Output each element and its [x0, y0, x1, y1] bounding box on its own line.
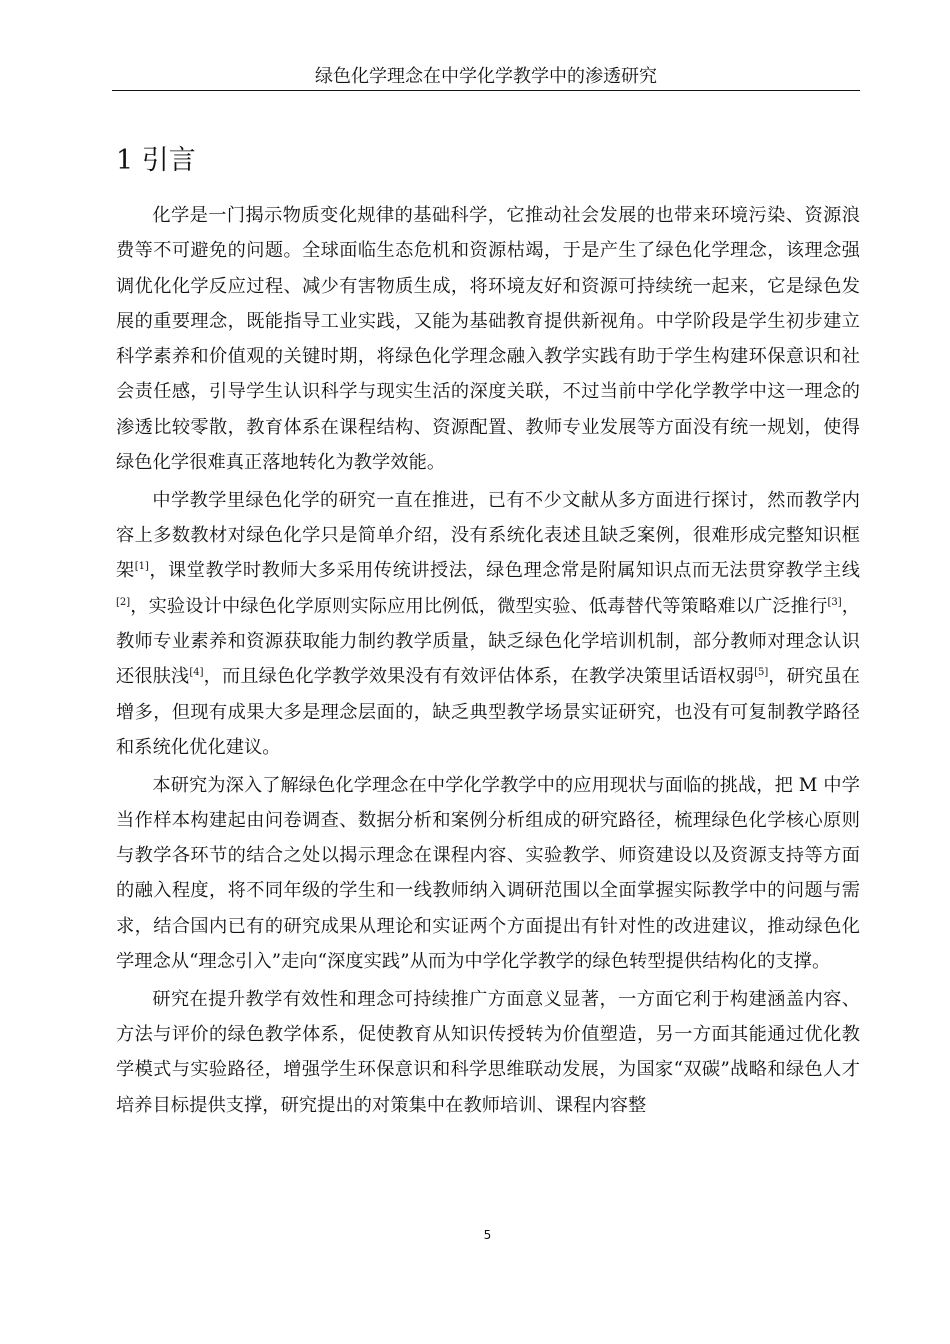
body-text	[116, 198, 860, 1125]
paragraph-2-text: ，研究虽在增多，但现有成果大多是理念层面的，缺乏典型教学场景实证研究，也没有可复制教学路径和系统化优化建议。	[116, 666, 860, 758]
running-header-title: 绿色化学理念在中学化学教学中的渗透研究	[315, 66, 657, 87]
header-rule	[112, 90, 860, 91]
paragraph-1: 化学是一门揭示物质变化规律的基础科学，它推动社会发展的也带来环境污染、资源浪费等不可避免的问题。全球面临生态危机和资源枯竭，于是产生了绿色化学理念，该理念强调优化化学反应过程、减少有害物质生成，将环境友好和资源可持续统一起来，它是绿色发展的重要理念，既能指导工业实践，又能为基础教育提供新视角。中学阶段是学生初步建立科学素养和价值观的关键时期，将绿色化学理念融入教学实践有助于学生构建环保意识和社会责任感，引导学生认识科学与现实生活的深度关联，不过当前中学化学教学中这一理念的渗透比较零散，教育体系在课程结构、资源配置、教师专业发展等方面没有统一规划，使得绿色化学很难真正落地转化为教学效能。	[116, 205, 860, 474]
paragraph-2-text: ，教师专业素养和资源获取能力制约教学质量，缺乏绿色化学培训机制，部分教师对理念认识还很肤浅	[116, 595, 860, 688]
paragraph-2-text: ，而且绿色化学教学效果没有有效评估体系，在教学决策里话语权弱	[203, 666, 755, 688]
section-title: 1 引言	[116, 145, 196, 176]
citation-1: [1]	[134, 561, 149, 573]
page-number: 5	[483, 1228, 492, 1242]
citation-4: [4]	[189, 667, 204, 679]
citation-3: [3]	[827, 596, 842, 608]
paragraph-2	[116, 483, 860, 765]
paragraph-4: 研究在提升教学有效性和理念可持续推广方面意义显著，一方面它利于构建涵盖内容、方法与评价的绿色教学体系，促使教育从知识传授转为价值塑造，另一方面其能通过优化教学模式与实验路径，增强学生环保意识和科学思维联动发展，为国家“双碳”战略和绿色人才培养目标提供支撑，研究提出的对策集中在教师培训、课程内容整	[116, 988, 860, 1116]
citation-2: [2]	[116, 596, 131, 608]
paragraph-3: 本研究为深入了解绿色化学理念在中学化学教学中的应用现状与面临的挑战，把 M 中学当作样本构建起由问卷调查、数据分析和案例分析组成的研究路径，梳理绿色化学核心原则与教学各环节的结合之处以揭示理念在课程内容、实验教学、师资建设以及资源支持等方面的融入程度，将不同年级的学生和一线教师纳入调研范围以全面掌握实际教学中的问题与需求，结合国内已有的研究成果从理论和实证两个方面提出有针对性的改进建议，推动绿色化学理念从“理念引入”走向“深度实践”从而为中学化学教学的绿色转型提供结构化的支撑。	[116, 774, 860, 973]
paragraph-2-text: 中学教学里绿色化学的研究一直在推进，已有不少文献从多方面进行探讨，然而教学内容上多数教材对绿色化学只是简单介绍，没有系统化表述且缺乏案例，很难形成完整知识框架	[116, 489, 860, 582]
citation-5: [5]	[754, 667, 769, 679]
paragraph-2-text: ，实验设计中绿色化学原则实际应用比例低，微型实验、低毒替代等策略难以广泛推行	[130, 595, 828, 617]
paragraph-2-text: ，课堂教学时教师大多采用传统讲授法，绿色理念常是附属知识点而无法贯穿教学主线	[148, 560, 860, 582]
